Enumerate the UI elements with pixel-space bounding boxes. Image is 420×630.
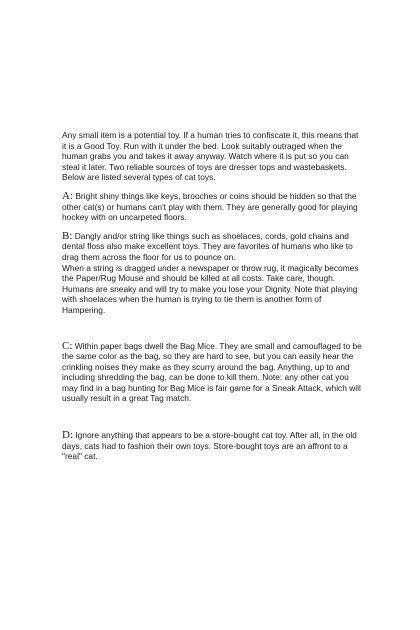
- section-d-text: Ignore anything that appears to be a store-bought cat toy. After all, in the old days, cats had to fashion their own toys. Store-bought toys are an affront to a "real" cat.: [62, 430, 357, 462]
- section-d-letter: D:: [62, 429, 73, 442]
- section-b-letter: B:: [62, 229, 73, 242]
- section-b-continuation: When a string is dragged under a newspaper or throw rug, it magically becomes the Paper/Rug Mouse and should be killed at all costs. Take care, though. Humans are sneaky and will try to make you lose your Dignity. Note that playing with shoelaces when the human is trying to tie them is another form of: [62, 262, 359, 305]
- section-a-paragraph: [62, 191, 362, 223]
- section-c-letter: C:: [62, 339, 73, 352]
- section-c-paragraph: [62, 341, 362, 405]
- section-a-text: Bright shiny things like keys, brooches or coins should be hidden so that the other cat(s) or humans can't play with them. They are generally good for playing hockey with on uncarpeted floors.: [62, 190, 358, 223]
- document-page: [62, 130, 362, 462]
- section-d-paragraph: [62, 430, 362, 462]
- section-b-last-line: Hampering.: [62, 304, 106, 315]
- intro-paragraph: Any small item is a potential toy. If a human tries to confiscate it, this means that it is a Good Toy. Run with it under the bed. Look suitably outraged when the human grabs you and takes it away anyway. Watch where it is put so you can steal it later. Two reliable sources of toys are dresser tops and wastebaskets. Below are listed several types of cat toys.: [62, 130, 359, 183]
- section-b-text: Dangly and/or string like things such as shoelaces, cords, gold chains and dental floss also make excellent toys. They are favorites of humans who like to drag them across the floor for us to pounce on.: [62, 230, 353, 262]
- section-a-letter: A:: [62, 189, 73, 202]
- section-c-text: Within paper bags dwell the Bag Mice. They are small and camouflaged to be the same color as the bag, so they are hard to see, but you can easily hear the crinkling noises they make as they scurry around the bag. Anything, up to and including shredding the bag, can be done to kill them. Note: any other cat you may find in a bag hunting for Bag Mice is fair game for a Sneak Attack, which will usually result in a great Tag match.: [62, 340, 362, 404]
- section-b-paragraph: [62, 231, 362, 316]
